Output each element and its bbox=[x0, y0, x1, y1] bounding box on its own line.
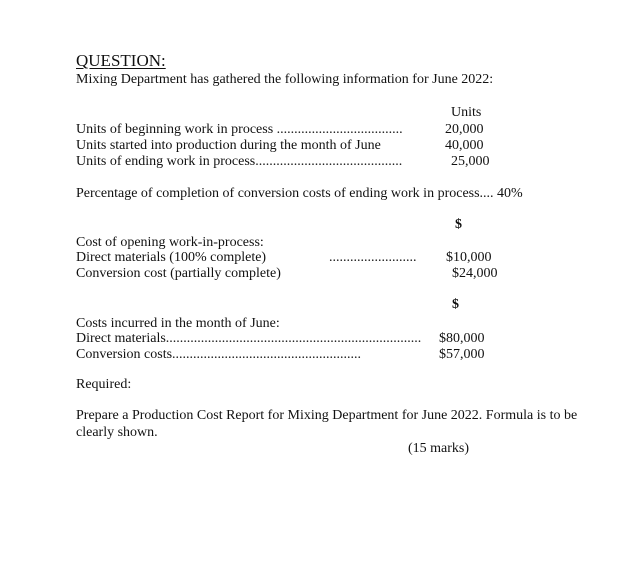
opening-row-label: Conversion cost (partially complete) bbox=[76, 266, 281, 281]
june-row-label: Conversion costs...................................................... bbox=[76, 347, 362, 362]
units-row-value: 40,000 bbox=[445, 138, 484, 153]
units-row-label: Units of beginning work in process .................................... bbox=[76, 122, 403, 137]
opening-row-label: Direct materials (100% complete) bbox=[76, 250, 267, 265]
completion-line: Percentage of completion of conversion costs of ending work in process.... 40% bbox=[76, 186, 523, 201]
opening-row-value: $24,000 bbox=[452, 266, 498, 281]
task-text: Prepare a Production Cost Report for Mixing Department for June 2022. Formula is to be clearly shown. bbox=[76, 408, 578, 440]
opening-cost-title: Cost of opening work-in-process: bbox=[76, 235, 264, 250]
units-row-value: 25,000 bbox=[451, 154, 490, 169]
june-row-label: Direct materials......................................................................... bbox=[76, 331, 422, 346]
opening-row-dots: ......................... bbox=[329, 250, 417, 265]
opening-currency-header: $ bbox=[455, 217, 462, 232]
units-row-value: 20,000 bbox=[445, 122, 484, 137]
marks-text: (15 marks) bbox=[408, 441, 470, 456]
units-row-label: Units started into production during the month of June bbox=[76, 138, 381, 153]
june-currency-header: $ bbox=[452, 297, 459, 312]
opening-row-value: $10,000 bbox=[446, 250, 492, 265]
units-row-label: Units of ending work in process.......................................... bbox=[76, 154, 403, 169]
required-label: Required: bbox=[76, 377, 132, 392]
units-header: Units bbox=[451, 105, 482, 120]
question-heading: QUESTION: bbox=[76, 51, 166, 70]
intro-text: Mixing Department has gathered the following information for June 2022: bbox=[76, 72, 494, 87]
june-row-value: $80,000 bbox=[439, 331, 485, 346]
june-row-value: $57,000 bbox=[439, 347, 485, 362]
june-costs-title: Costs incurred in the month of June: bbox=[76, 316, 280, 331]
